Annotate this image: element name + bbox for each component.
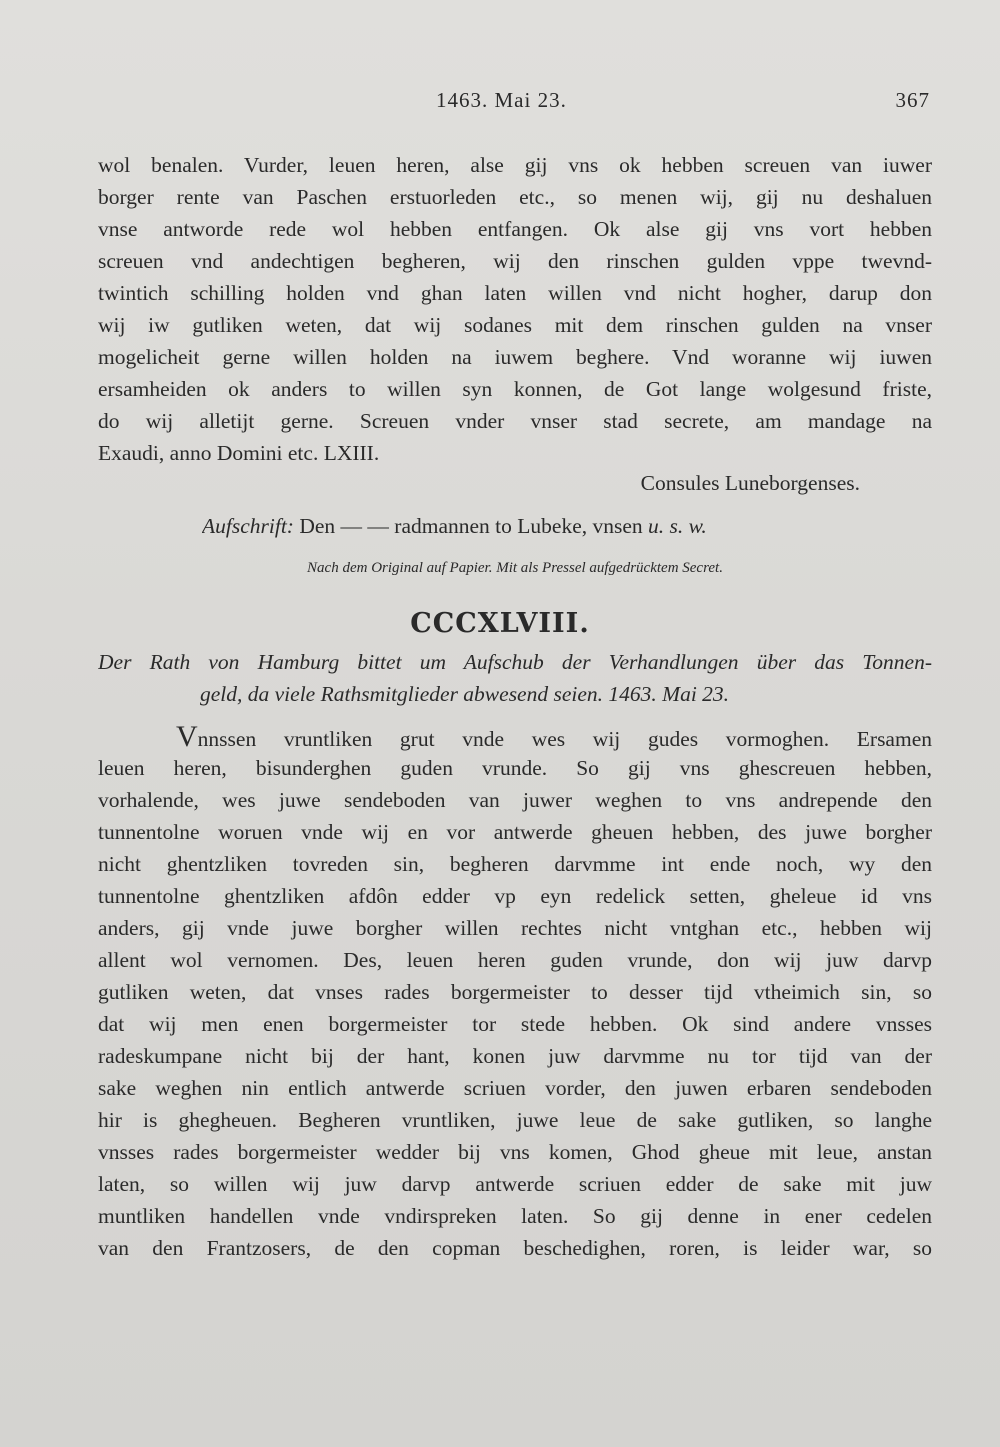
text-line: anders, gij vnde juwe borgher willen rechtes nicht vntghan etc., hebben wij <box>98 916 932 940</box>
initial-letter: V <box>176 720 198 753</box>
address-label: Aufschrift: <box>202 514 294 538</box>
page-number: 367 <box>895 88 930 112</box>
signature: Consules Luneborgenses. <box>640 471 860 495</box>
summary-line: geld, da viele Rathsmitglieder abwesend seien. 1463. Mai 23. <box>200 682 730 706</box>
text-line: nicht ghentzliken tovreden sin, begheren darvmme int ende noch, wy den <box>98 852 932 876</box>
text-line: tunnentolne ghentzliken afdôn edder vp eyn redelick setten, gheleue id vns <box>98 884 932 908</box>
address-abbrev: u. s. w. <box>648 514 707 538</box>
text-line: twintich schilling holden vnd ghan laten willen vnd nicht hogher, darup don <box>98 281 932 305</box>
source-note: Nach dem Original auf Papier. Mit als Pressel aufgedrücktem Secret. <box>307 560 723 576</box>
summary-line: Der Rath von Hamburg bittet um Aufschub der Verhandlungen über das Tonnen- <box>98 650 932 674</box>
text-line: screuen vnd andechtigen begheren, wij den rinschen gulden vppe twevnd- <box>98 249 932 273</box>
text-line: do wij alletijt gerne. Screuen vnder vnser stad secrete, am mandage na <box>98 409 932 433</box>
text-line: Exaudi, anno Domini etc. LXIII. <box>98 441 380 465</box>
header-date: 1463. Mai 23. <box>436 88 567 112</box>
text-line: tunnentolne woruen vnde wij en vor antwerde gheuen hebben, des juwe borgher <box>98 820 932 844</box>
text-line: van den Frantzosers, de den copman beschedighen, roren, is leider war, so <box>98 1236 932 1260</box>
text-line: mogelicheit gerne willen holden na iuwem beghere. Vnd woranne wij iuwen <box>98 345 932 369</box>
text-line: vnsses rades borgermeister wedder bij vns komen, Ghod gheue mit leue, anstan <box>98 1140 932 1164</box>
page-header <box>98 82 930 118</box>
address-line <box>202 514 902 539</box>
text-line: dat wij men enen borgermeister tor stede hebben. Ok sind andere vnsses <box>98 1012 932 1036</box>
first-text-line <box>176 720 932 754</box>
text-line: allent wol vernomen. Des, leuen heren guden vrunde, don wij juw darvp <box>98 948 932 972</box>
text-line: borger rente van Paschen erstuorleden etc., so menen wij, gij nu deshaluen <box>98 185 932 209</box>
text-line: vorhalende, wes juwe sendeboden van juwer weghen to vns andrepende den <box>98 788 932 812</box>
first-line-text: nnssen vruntliken grut vnde wes wij gudes vormoghen. Ersamen <box>197 727 932 751</box>
text-line: sake weghen nin entlich antwerde scriuen vorder, den juwen erbaren sendeboden <box>98 1076 932 1100</box>
text-line: muntliken handellen vnde vndirspreken laten. So gij denne in ener cedelen <box>98 1204 932 1228</box>
text-line: leuen heren, bisunderghen guden vrunde. So gij vns ghescreuen hebben, <box>98 756 932 780</box>
text-line: hir is ghegheuen. Begheren vruntliken, juwe leue de sake gutliken, so langhe <box>98 1108 932 1132</box>
text-line: wol benalen. Vurder, leuen heren, alse gij vns ok hebben screuen van iuwer <box>98 153 932 177</box>
text-line: gutliken weten, dat vnses rades borgermeister to desser tijd vtheimich sin, so <box>98 980 932 1004</box>
text-line: wij iw gutliken weten, dat wij sodanes mit dem rinschen gulden na vnser <box>98 313 932 337</box>
text-line: ersamheiden ok anders to willen syn konnen, de Got lange wolgesund friste, <box>98 377 932 401</box>
text-line: laten, so willen wij juw darvp antwerde scriuen edder de sake mit juw <box>98 1172 932 1196</box>
text-line: vnse antworde rede wol hebben entfangen. Ok alse gij vns vort hebben <box>98 217 932 241</box>
document-number: CCCXLVIII. <box>410 608 590 639</box>
address-text: Den — — radmannen to Lubeke, vnsen <box>299 514 643 538</box>
text-line: radeskumpane nicht bij der hant, konen juw darvmme nu tor tijd van der <box>98 1044 932 1068</box>
